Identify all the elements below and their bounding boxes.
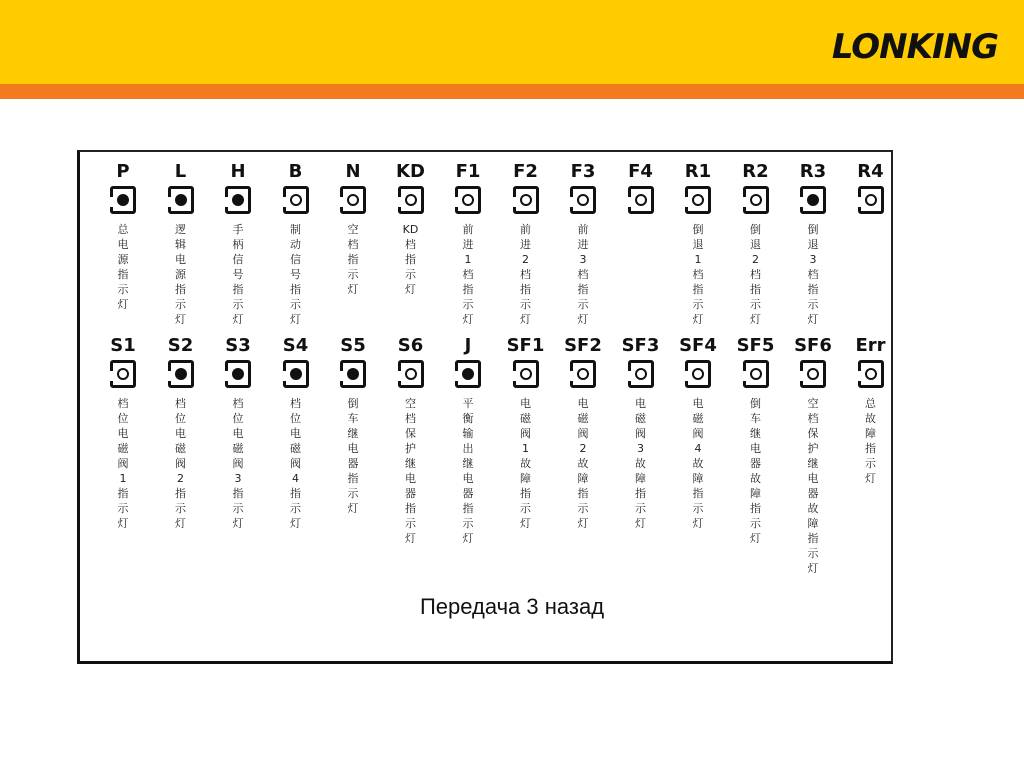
indicator-code: SF3 — [621, 335, 660, 356]
indicator-lamp — [513, 360, 539, 388]
lonking-logo: LONKING — [831, 27, 998, 67]
indicator-description: 电磁阀3故障指示灯 — [635, 397, 646, 530]
indicator-code: B — [288, 161, 303, 182]
indicator-description: 平衡输出继电器指示灯 — [462, 397, 474, 545]
indicator-code: L — [174, 161, 187, 182]
indicator-code: P — [116, 161, 130, 182]
indicator-lamp — [685, 360, 711, 388]
indicator-code: F2 — [513, 161, 538, 182]
indicator-sf1 — [501, 334, 551, 531]
lamp-off-icon — [347, 194, 359, 206]
indicator-lamp — [800, 360, 826, 388]
indicator-lamp — [570, 360, 596, 388]
indicator-code: S4 — [282, 335, 309, 356]
indicator-lamp — [455, 186, 481, 214]
lamp-off-icon — [750, 194, 762, 206]
indicator-code: SF4 — [679, 335, 717, 356]
indicator-lamp — [513, 186, 539, 214]
indicator-code: S5 — [340, 335, 366, 356]
indicator-code: SF1 — [506, 335, 545, 356]
indicator-r3 — [788, 160, 838, 327]
indicator-code: F1 — [455, 161, 481, 182]
indicator-description: 倒退1档指示灯 — [692, 223, 704, 326]
indicator-code: R4 — [857, 161, 884, 182]
indicator-code: SF6 — [794, 335, 832, 356]
indicator-lamp — [168, 360, 194, 388]
indicator-lamp — [340, 360, 366, 388]
lamp-on-icon — [175, 368, 187, 380]
lamp-off-icon — [692, 368, 704, 380]
indicator-description: 电磁阀1故障指示灯 — [520, 397, 531, 530]
indicator-description: 逻辑电源指示灯 — [175, 223, 186, 326]
indicator-lamp — [283, 186, 309, 214]
indicator-description: KD档指示灯 — [402, 223, 419, 296]
lamp-off-icon — [577, 194, 589, 206]
indicator-kd — [386, 160, 436, 297]
indicator-b — [271, 160, 321, 327]
indicator-r1 — [673, 160, 723, 327]
indicator-description: 制动信号指示灯 — [290, 223, 301, 326]
indicator-lamp — [858, 360, 884, 388]
indicator-lamp — [225, 186, 251, 214]
indicator-code: KD — [396, 161, 425, 182]
indicator-code: S2 — [167, 335, 194, 356]
indicator-s1 — [98, 334, 148, 531]
indicator-lamp — [398, 360, 424, 388]
indicator-s6 — [386, 334, 436, 546]
lamp-off-icon — [290, 194, 302, 206]
indicator-code: SF2 — [564, 335, 602, 356]
indicator-code: S6 — [397, 335, 424, 356]
lamp-on-icon — [232, 194, 244, 206]
lamp-off-icon — [577, 368, 589, 380]
indicator-h — [213, 160, 263, 327]
indicator-description: 前进2档指示灯 — [520, 223, 531, 326]
lamp-off-icon — [750, 368, 762, 380]
indicator-lamp — [340, 186, 366, 214]
indicator-description: 前进3档指示灯 — [577, 223, 589, 326]
indicator-description: 空档保护继电器指示灯 — [405, 397, 416, 545]
indicator-code: Err — [855, 335, 886, 356]
indicator-r4 — [846, 160, 896, 222]
indicator-s5 — [328, 334, 378, 516]
indicator-description: 倒车继电器指示灯 — [347, 397, 359, 515]
lamp-off-icon — [462, 194, 474, 206]
lamp-off-icon — [520, 368, 532, 380]
indicator-code: S1 — [110, 335, 136, 356]
lamp-on-icon — [232, 368, 244, 380]
indicator-l — [156, 160, 206, 327]
indicator-description: 倒退2档指示灯 — [750, 223, 761, 326]
lamp-off-icon — [692, 194, 704, 206]
lamp-on-icon — [462, 368, 474, 380]
indicator-lamp — [110, 186, 136, 214]
lamp-off-icon — [865, 194, 877, 206]
indicator-sf3 — [616, 334, 666, 531]
lamp-off-icon — [635, 194, 647, 206]
indicator-lamp — [455, 360, 481, 388]
lamp-on-icon — [807, 194, 819, 206]
indicator-code: F4 — [628, 161, 653, 182]
indicator-description: 档位电磁阀4指示灯 — [290, 397, 301, 530]
lamp-off-icon — [405, 368, 417, 380]
lamp-on-icon — [175, 194, 187, 206]
indicator-lamp — [743, 186, 769, 214]
indicator-lamp — [858, 186, 884, 214]
indicator-description: 总故障指示灯 — [865, 397, 876, 485]
indicator-description: 档位电磁阀2指示灯 — [175, 397, 186, 530]
indicator-s3 — [213, 334, 263, 531]
indicator-lamp — [570, 186, 596, 214]
lamp-off-icon — [405, 194, 417, 206]
indicator-p — [98, 160, 148, 312]
indicator-lamp — [628, 186, 654, 214]
caption: Передача 3 назад — [419, 594, 605, 619]
indicator-code: R2 — [742, 161, 769, 182]
indicator-description: 手柄信号指示灯 — [232, 223, 244, 326]
indicator-code: F3 — [570, 161, 596, 182]
indicator-description: 空档保护继电器故障指示灯 — [807, 397, 819, 575]
lamp-on-icon — [117, 194, 129, 206]
indicator-lamp — [743, 360, 769, 388]
indicator-lamp — [628, 360, 654, 388]
lamp-on-icon — [347, 368, 359, 380]
indicator-code: H — [230, 161, 246, 182]
indicator-sf5 — [731, 334, 781, 546]
lamp-on-icon — [290, 368, 302, 380]
header-stripe — [0, 84, 1024, 99]
indicator-sf2 — [558, 334, 608, 531]
indicator-lamp — [685, 186, 711, 214]
indicator-lamp — [225, 360, 251, 388]
indicator-code: R3 — [799, 161, 827, 182]
indicator-r2 — [731, 160, 781, 327]
indicator-description: 电磁阀4故障指示灯 — [692, 397, 704, 530]
indicator-n — [328, 160, 378, 297]
lamp-off-icon — [865, 368, 877, 380]
indicator-description: 电磁阀2故障指示灯 — [577, 397, 589, 530]
indicator-description: 倒退3档指示灯 — [807, 223, 819, 326]
indicator-f2 — [501, 160, 551, 327]
indicator-sf4 — [673, 334, 723, 531]
indicator-code: SF5 — [736, 335, 775, 356]
indicator-j — [443, 334, 493, 546]
indicator-code: S3 — [225, 335, 251, 356]
indicator-description: 总电源指示灯 — [117, 223, 129, 311]
indicator-description: 倒车继电器故障指示灯 — [750, 397, 761, 545]
indicator-s4 — [271, 334, 321, 531]
indicator-f3 — [558, 160, 608, 327]
indicator-lamp — [110, 360, 136, 388]
indicator-err — [846, 334, 896, 486]
indicator-lamp — [800, 186, 826, 214]
indicator-description: 前进1档指示灯 — [462, 223, 474, 326]
indicator-lamp — [283, 360, 309, 388]
indicator-s2 — [156, 334, 206, 531]
indicator-f1 — [443, 160, 493, 327]
indicator-description: 空档指示灯 — [347, 223, 359, 296]
lamp-off-icon — [117, 368, 129, 380]
indicator-description: 档位电磁阀1指示灯 — [117, 397, 129, 530]
lamp-off-icon — [807, 368, 819, 380]
indicator-code: N — [345, 161, 361, 182]
indicator-lamp — [398, 186, 424, 214]
lamp-off-icon — [635, 368, 647, 380]
lamp-off-icon — [520, 194, 532, 206]
indicator-panel — [77, 150, 893, 664]
indicator-f4 — [616, 160, 666, 222]
indicator-description: 档位电磁阀3指示灯 — [232, 397, 244, 530]
indicator-sf6 — [788, 334, 838, 576]
indicator-lamp — [168, 186, 194, 214]
indicator-code: J — [464, 335, 472, 356]
indicator-code: R1 — [684, 161, 712, 182]
